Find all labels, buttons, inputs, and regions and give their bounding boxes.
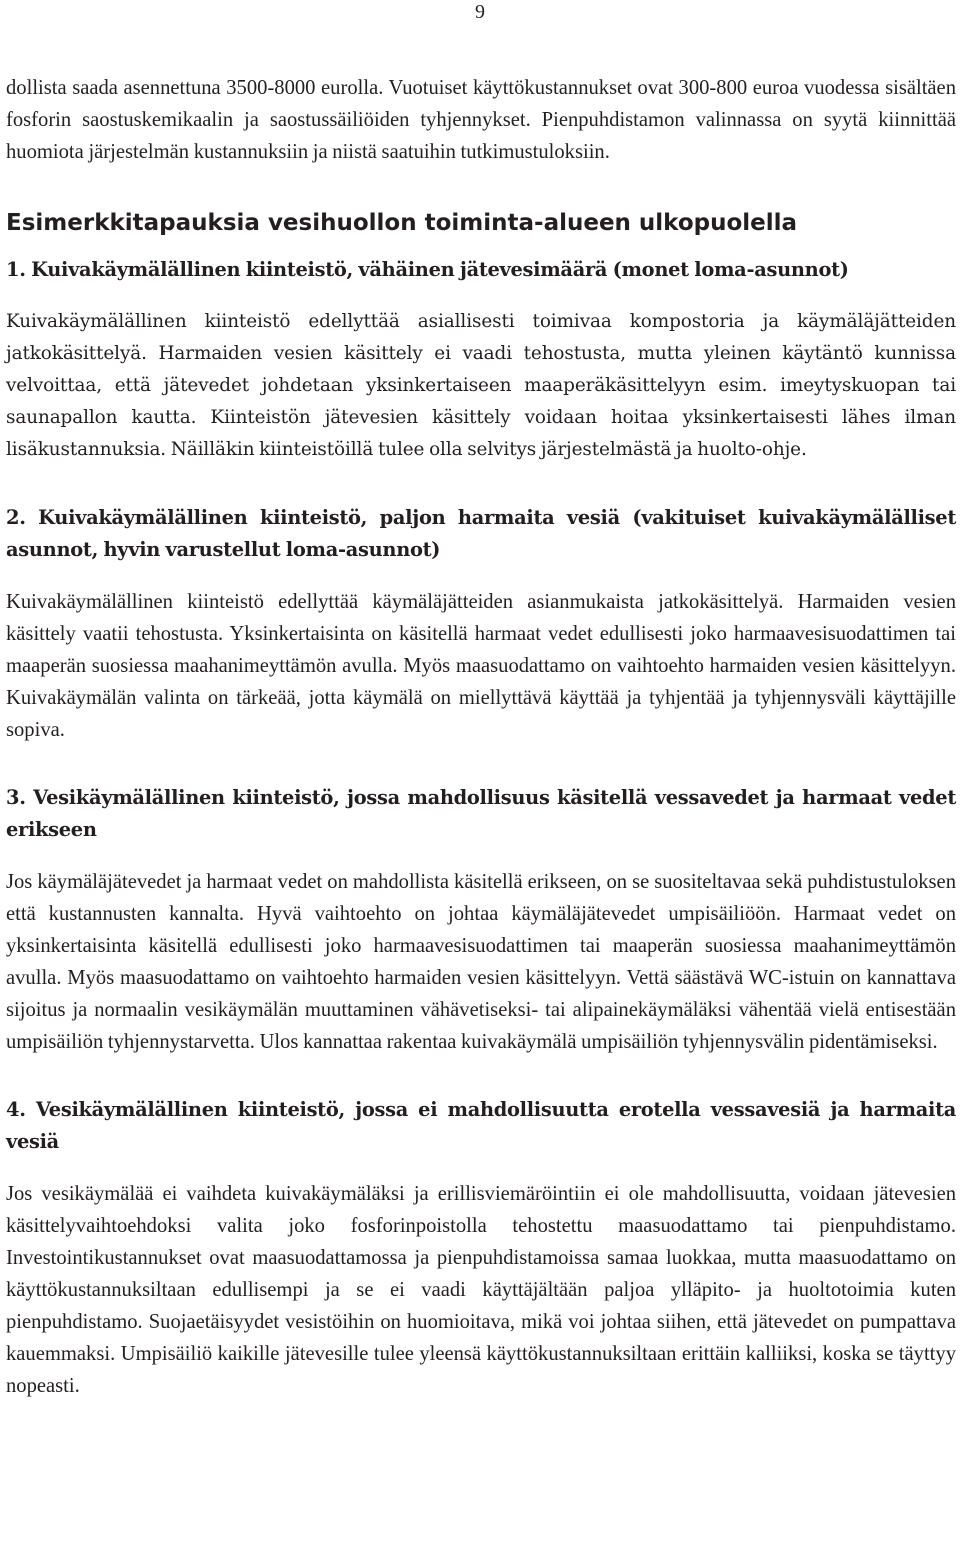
case-3-body: Jos käymäläjätevedet ja harmaat vedet on mahdollista käsitellä erikseen, on se suositeltavaa sekä puhdistustuloksen että kustannusten kannalta. Hyvä vaihtoehto on johtaa käymäläjätevedet umpisäiliöön. Harmaat vedet on yksinkertaisinta käsitellä edullisesti joko harmaavesisuodattimen tai maaperän suosiessa maahanimeyttämön avulla. Myös maasuodattamo on vaihtoehto harmaiden vesien käsittelyyn. Vettä säästävä WC-istuin on kannattava sijoitus ja normaalin vesikäymälän muuttaminen vähävetiseksi- tai alipainekäymäläksi vähentää vielä entisestään umpisäiliön tyhjennystarvetta. Ulos kannattaa rakentaa kuivakäymälä umpisäiliön tyhjennysvälin pidentämiseksi.: [6, 871, 956, 1053]
case-2-title: 2. Kuivakäymälällinen kiinteistö, paljon harmaita vesiä (vakituiset kuivakäymälälliset asunnot, hyvin varustellut loma-asunnot): [6, 506, 956, 561]
case-1-title: 1. Kuivakäymälällinen kiinteistö, vähäinen jätevesimäärä (monet loma-asunnot): [6, 258, 849, 281]
case-4-body: Jos vesikäymälää ei vaihdeta kuivakäymäläksi ja erillisviemäröintiin ei ole mahdollisuutta, voidaan jätevesien käsittelyvaihtoehdoksi valita joko fosforinpoistolla tehostettu maasuodattamo tai pienpuhdistamo. Investointikustannukset ovat maasuodattamossa ja pienpuhdistamoissa samaa luokkaa, mutta maasuodattamo on käyttökustannuksiltaan edullisempi ja se ei vaadi käyttäjältään paljoa ylläpito- ja huoltotoimia kuten pienpuhdistamo. Suojaetäisyydet vesistöihin on huomioitava, mikä voi johtaa siihen, että jätevedet on pumpattava kauemmaksi. Umpisäiliö kaikille jätevesille tulee yleensä käyttökustannuksiltaan erittäin kalliiksi, koska se täyttyy nopeasti.: [6, 1183, 956, 1397]
case-2-body: Kuivakäymälällinen kiinteistö edellyttää käymäläjätteiden asianmukaista jatkokäsittelyä. Harmaiden vesien käsittely vaatii tehostusta. Yksinkertaisinta on käsitellä harmaat vedet edullisesti joko harmaavesisuodattimen tai maaperän suosiessa maahanimeyttämön avulla. Myös maasuodattamo on vaihtoehto harmaiden vesien käsittelyyn. Kuivakäymälän valinta on tärkeää, jotta käymälä on miellyttävä käyttää ja tyhjentää ja tyhjennysväli käyttäjille sopiva.: [6, 591, 956, 741]
page-content: [6, 72, 956, 1402]
case-4-title: 4. Vesikäymälällinen kiinteistö, jossa ei mahdollisuutta erotella vessavesiä ja harmaita vesiä: [6, 1098, 956, 1153]
section-heading: Esimerkkitapauksia vesihuollon toiminta-alueen ulkopuolella: [6, 210, 798, 236]
case-3-title: 3. Vesikäymälällinen kiinteistö, jossa mahdollisuus käsitellä vessavedet ja harmaat vedet erikseen: [6, 786, 956, 841]
case-1-body: Kuivakäymälällinen kiinteistö edellyttää asiallisesti toimivaa kompostoria ja käymäläjätteiden jatkokäsittelyä. Harmaiden vesien käsittely ei vaadi tehostusta, mutta yleinen käytäntö kunnissa velvoittaa, että jätevedet johdetaan yksinkertaiseen maaperäkäsittelyyn esim. imeytyskuopan tai saunapallon kautta. Kiinteistön jätevesien käsittely voidaan hoitaa yksinkertaisesti lähes ilman lisäkustannuksia. Näilläkin kiinteistöillä tulee olla selvitys järjestelmästä ja huolto-ohje.: [6, 311, 956, 460]
page-number: 9: [475, 1, 485, 23]
intro-paragraph: dollista saada asennettuna 3500-8000 eurolla. Vuotuiset käyttökustannukset ovat 300-800 euroa vuodessa sisältäen fosforin saostuskemikaalin ja saostussäiliöiden tyhjennykset. Pienpuhdistamon valinnassa on syytä kiinnittää huomiota järjestelmän kustannuksiin ja niistä saatuihin tutkimustuloksiin.: [6, 77, 956, 163]
